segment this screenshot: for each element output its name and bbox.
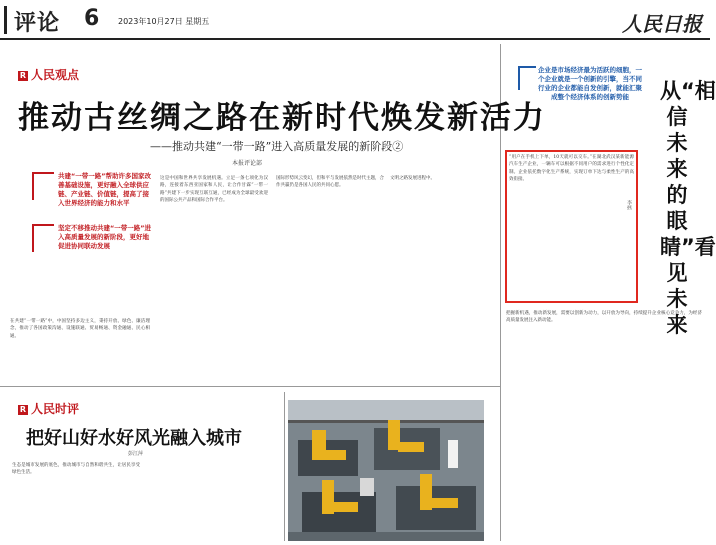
- page-number: 6: [84, 6, 100, 31]
- highlighted-paragraph: “用户在手机上下单，10天就可以交车。”在湖北武汉某新能源汽车生产企业，一辆车可以根据不同用户的需求进行个性化定制。企业依托数字化生产系统，实现订单下达与柔性生产的高效衔接。: [509, 155, 634, 183]
- section-title: 评论: [14, 11, 61, 36]
- article-body: 把握新机遇，推动新发展，需要以创新为动力，以开放为导向，持续提升企业核心竞争力，为经济高质量发展注入新动能。: [506, 311, 702, 324]
- pull-quote: 企业是市场经济最为活跃的细胞，一个企业就是一个创新的引擎，当不同行业的企业都能自发创新，就能汇聚成整个经济体系的创新势能: [518, 60, 646, 136]
- commentary-author: 彭江萍: [128, 451, 144, 457]
- bracket-icon: [32, 224, 54, 252]
- section-bracket-icon: [4, 6, 13, 34]
- column-mark-icon: R: [19, 71, 27, 80]
- article-author: 李拯: [626, 200, 632, 210]
- article-body: 这是中国和世界共享发展机遇。立足一条七项化为汉路，连接着东西亚国家和人民，让合作甘霖“一带一路”共建下一步实现互联互通，已经成为全球最受欢迎的国际公共产品和国际合作平台。: [160, 176, 268, 204]
- column-label: R 人民时评: [19, 402, 80, 416]
- section-divider: [0, 386, 500, 387]
- article-body: 在共建“一带一路”中，中国坚持多边主义，秉持开放、绿色、廉洁理念，推动了各国政策沟通、设施联通、贸易畅通、资金融通、民心相通。: [10, 319, 150, 339]
- paper-logo: 人民日报: [622, 12, 702, 36]
- bracket-icon: [32, 172, 54, 200]
- column-divider: [284, 392, 285, 541]
- key-point: 坚定不移推动共建“一带一路”进入高质量发展的新阶段，更好地促进协同联动发展: [14, 224, 154, 251]
- commentary-body: [150, 462, 278, 541]
- vertical-headline: 从“相信未来的眼睛”看见未来: [660, 79, 716, 337]
- bracket-icon: [518, 66, 536, 90]
- issue-date: 2023年10月27日 星期五: [118, 17, 210, 26]
- column-label: R 人民观点: [19, 68, 80, 82]
- article-byline: 本报评论部: [232, 160, 263, 167]
- commentary-headline: 把好山好水好风光融入城市: [26, 428, 242, 449]
- key-points-box: [14, 172, 154, 322]
- factory-photo-illustration: [288, 400, 484, 541]
- article-body: 文明之路发展进程中。: [390, 176, 435, 181]
- key-point: 共建“一带一路”帮助许多国家改善基础设施，更好融入全球供应链、产业链、价值链，提高了接入世界经济的能力和水平: [14, 172, 154, 208]
- page-header: [0, 0, 710, 38]
- column-mark-icon: R: [19, 405, 27, 414]
- commentary-body: 生态是城市发展的底色，推动城市与自然和谐共生，让居民享受绿色生活。: [12, 463, 140, 476]
- sub-headline: ——推动共建“一带一路”进入高质量发展的新阶段②: [150, 140, 404, 153]
- main-headline: 推动古丝绸之路在新时代焕发新活力: [18, 100, 546, 136]
- highlight-frame: [505, 150, 638, 303]
- factory-photo: [288, 400, 484, 541]
- header-rule: [0, 38, 710, 40]
- article-body: 国际形势风云变幻，但和平与发展依然是时代主题，合作共赢仍是各国人民的共同心愿。: [276, 176, 384, 189]
